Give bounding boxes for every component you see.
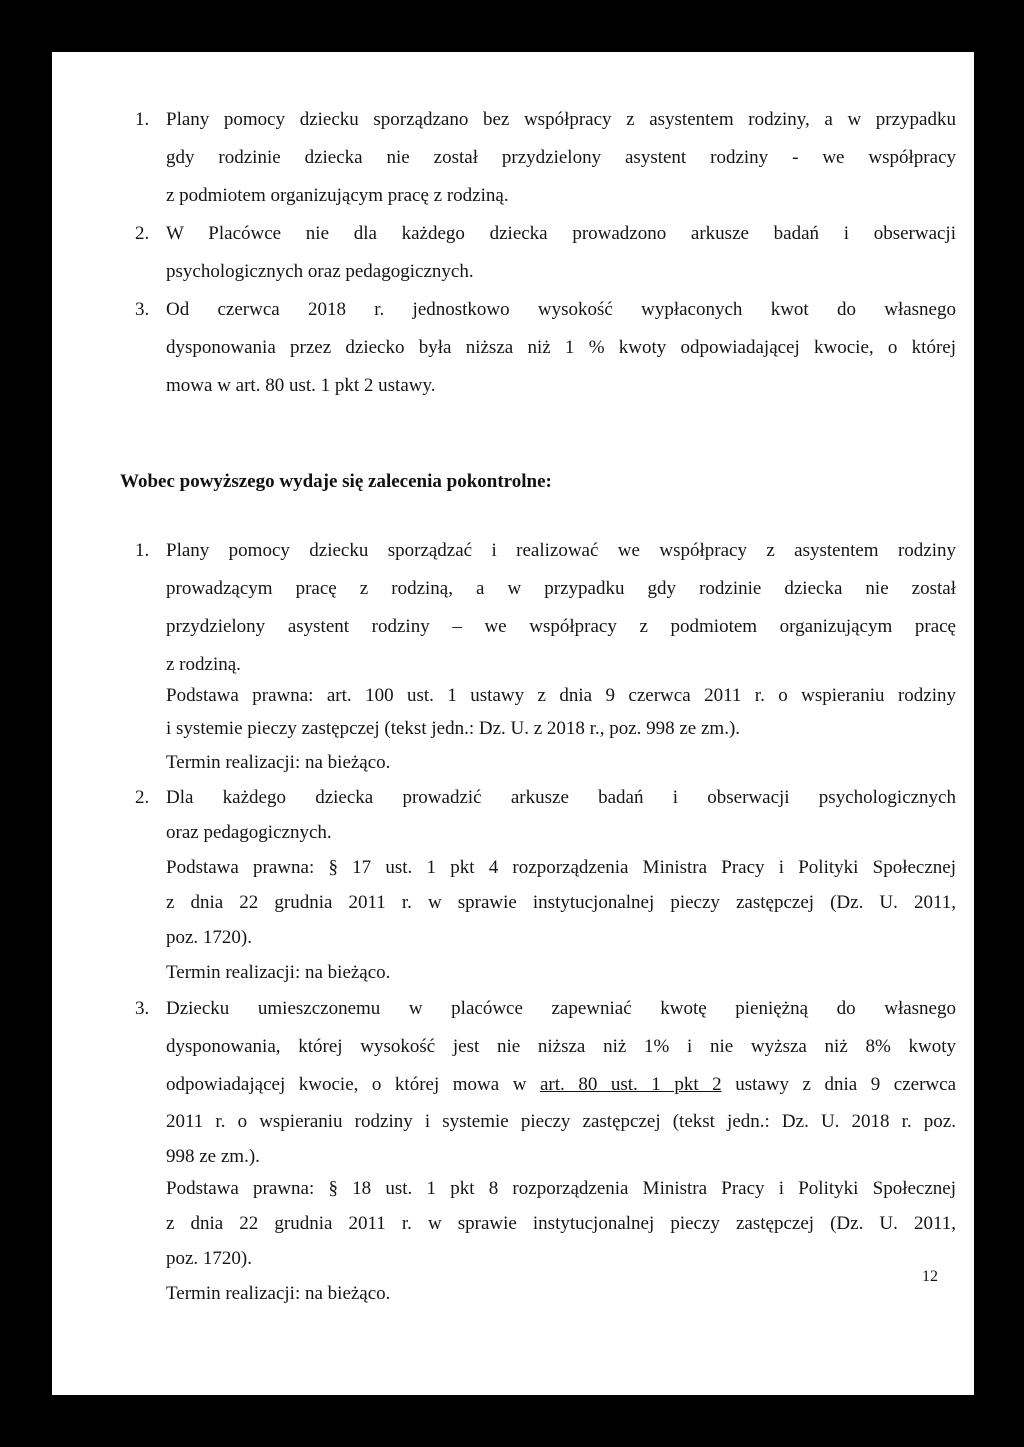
recommendation-3-legal-basis-cont: z dnia 22 grudnia 2011 r. w sprawie instytucjonalnej pieczy zastępczej (Dz. U. 2011, bbox=[166, 1213, 956, 1234]
finding-3-line-2: dysponowania przez dziecko była niższa niż 1 % kwoty odpowiadającej kwocie, o której bbox=[166, 337, 956, 358]
section-heading: Wobec powyższego wydaje się zalecenia pokontrolne: bbox=[120, 471, 552, 492]
finding-2-line-2: psychologicznych oraz pedagogicznych. bbox=[166, 261, 474, 282]
finding-1-number: 1. bbox=[135, 109, 150, 130]
recommendation-2-legal-basis-cont: z dnia 22 grudnia 2011 r. w sprawie instytucjonalnej pieczy zastępczej (Dz. U. 2011, bbox=[166, 892, 956, 913]
finding-3-line-1: Od czerwca 2018 r. jednostkowo wysokość wypłaconych kwot do własnego bbox=[166, 299, 956, 320]
recommendation-1-line-3: przydzielony asystent rodziny – we współpracy z podmiotem organizującym pracę bbox=[166, 616, 956, 637]
recommendation-1-legal-basis: Podstawa prawna: art. 100 ust. 1 ustawy z dnia 9 czerwca 2011 r. o wspieraniu rodziny bbox=[166, 685, 956, 706]
recommendation-3-number: 3. bbox=[135, 998, 150, 1019]
recommendation-1-line-4: z rodziną. bbox=[166, 654, 241, 675]
finding-1-line-2: gdy rodzinie dziecka nie został przydzielony asystent rodziny - we współpracy bbox=[166, 147, 956, 168]
recommendation-2-line-2: oraz pedagogicznych. bbox=[166, 822, 332, 843]
article-reference-link: art. 80 ust. 1 pkt 2 bbox=[540, 1074, 722, 1095]
finding-1-line-1: Plany pomocy dziecku sporządzano bez współpracy z asystentem rodziny, a w przypadku bbox=[166, 109, 956, 130]
recommendation-2-deadline: Termin realizacji: na bieżąco. bbox=[166, 962, 391, 983]
recommendation-3-line-3 bbox=[166, 1073, 956, 1097]
recommendation-2-number: 2. bbox=[135, 787, 150, 808]
document-page bbox=[52, 52, 974, 1395]
recommendation-1-legal-basis-cont: i systemie pieczy zastępczej (tekst jedn.: Dz. U. z 2018 r., poz. 998 ze zm.). bbox=[166, 718, 741, 739]
recommendation-3-line-5: 998 ze zm.). bbox=[166, 1146, 260, 1167]
finding-1-line-3: z podmiotem organizującym pracę z rodziną. bbox=[166, 185, 509, 206]
recommendation-3-text-b: ustawy z dnia 9 czerwca bbox=[721, 1074, 956, 1095]
recommendation-3-legal-basis: Podstawa prawna: § 18 ust. 1 pkt 8 rozporządzenia Ministra Pracy i Polityki Społecznej bbox=[166, 1178, 956, 1199]
recommendation-3-legal-basis-end: poz. 1720). bbox=[166, 1248, 253, 1269]
recommendation-3-text-a: odpowiadającej kwocie, o której mowa w bbox=[166, 1074, 540, 1095]
recommendation-2-line-1: Dla każdego dziecka prowadzić arkusze badań i obserwacji psychologicznych bbox=[166, 787, 956, 808]
recommendation-1-deadline: Termin realizacji: na bieżąco. bbox=[166, 752, 391, 773]
recommendation-3-line-4: 2011 r. o wspieraniu rodziny i systemie pieczy zastępczej (tekst jedn.: Dz. U. 2018 r. poz. bbox=[166, 1111, 956, 1132]
finding-3-number: 3. bbox=[135, 299, 150, 320]
finding-2-line-1: W Placówce nie dla każdego dziecka prowadzono arkusze badań i obserwacji bbox=[166, 223, 956, 244]
recommendation-3-line-2: dysponowania, której wysokość jest nie niższa niż 1% i nie wyższa niż 8% kwoty bbox=[166, 1036, 956, 1057]
recommendation-1-line-2: prowadzącym pracę z rodziną, a w przypadku gdy rodzinie dziecka nie został bbox=[166, 578, 956, 599]
recommendation-2-legal-basis: Podstawa prawna: § 17 ust. 1 pkt 4 rozporządzenia Ministra Pracy i Polityki Społecznej bbox=[166, 857, 956, 878]
finding-2-number: 2. bbox=[135, 223, 150, 244]
page-number: 12 bbox=[922, 1268, 938, 1285]
recommendation-1-line-1: Plany pomocy dziecku sporządzać i realizować we współpracy z asystentem rodziny bbox=[166, 540, 956, 561]
recommendation-3-deadline: Termin realizacji: na bieżąco. bbox=[166, 1283, 391, 1304]
recommendation-3-line-1: Dziecku umieszczonemu w placówce zapewniać kwotę pieniężną do własnego bbox=[166, 998, 956, 1019]
recommendation-1-number: 1. bbox=[135, 540, 150, 561]
finding-3-line-3: mowa w art. 80 ust. 1 pkt 2 ustawy. bbox=[166, 375, 436, 396]
recommendation-2-legal-basis-end: poz. 1720). bbox=[166, 927, 253, 948]
